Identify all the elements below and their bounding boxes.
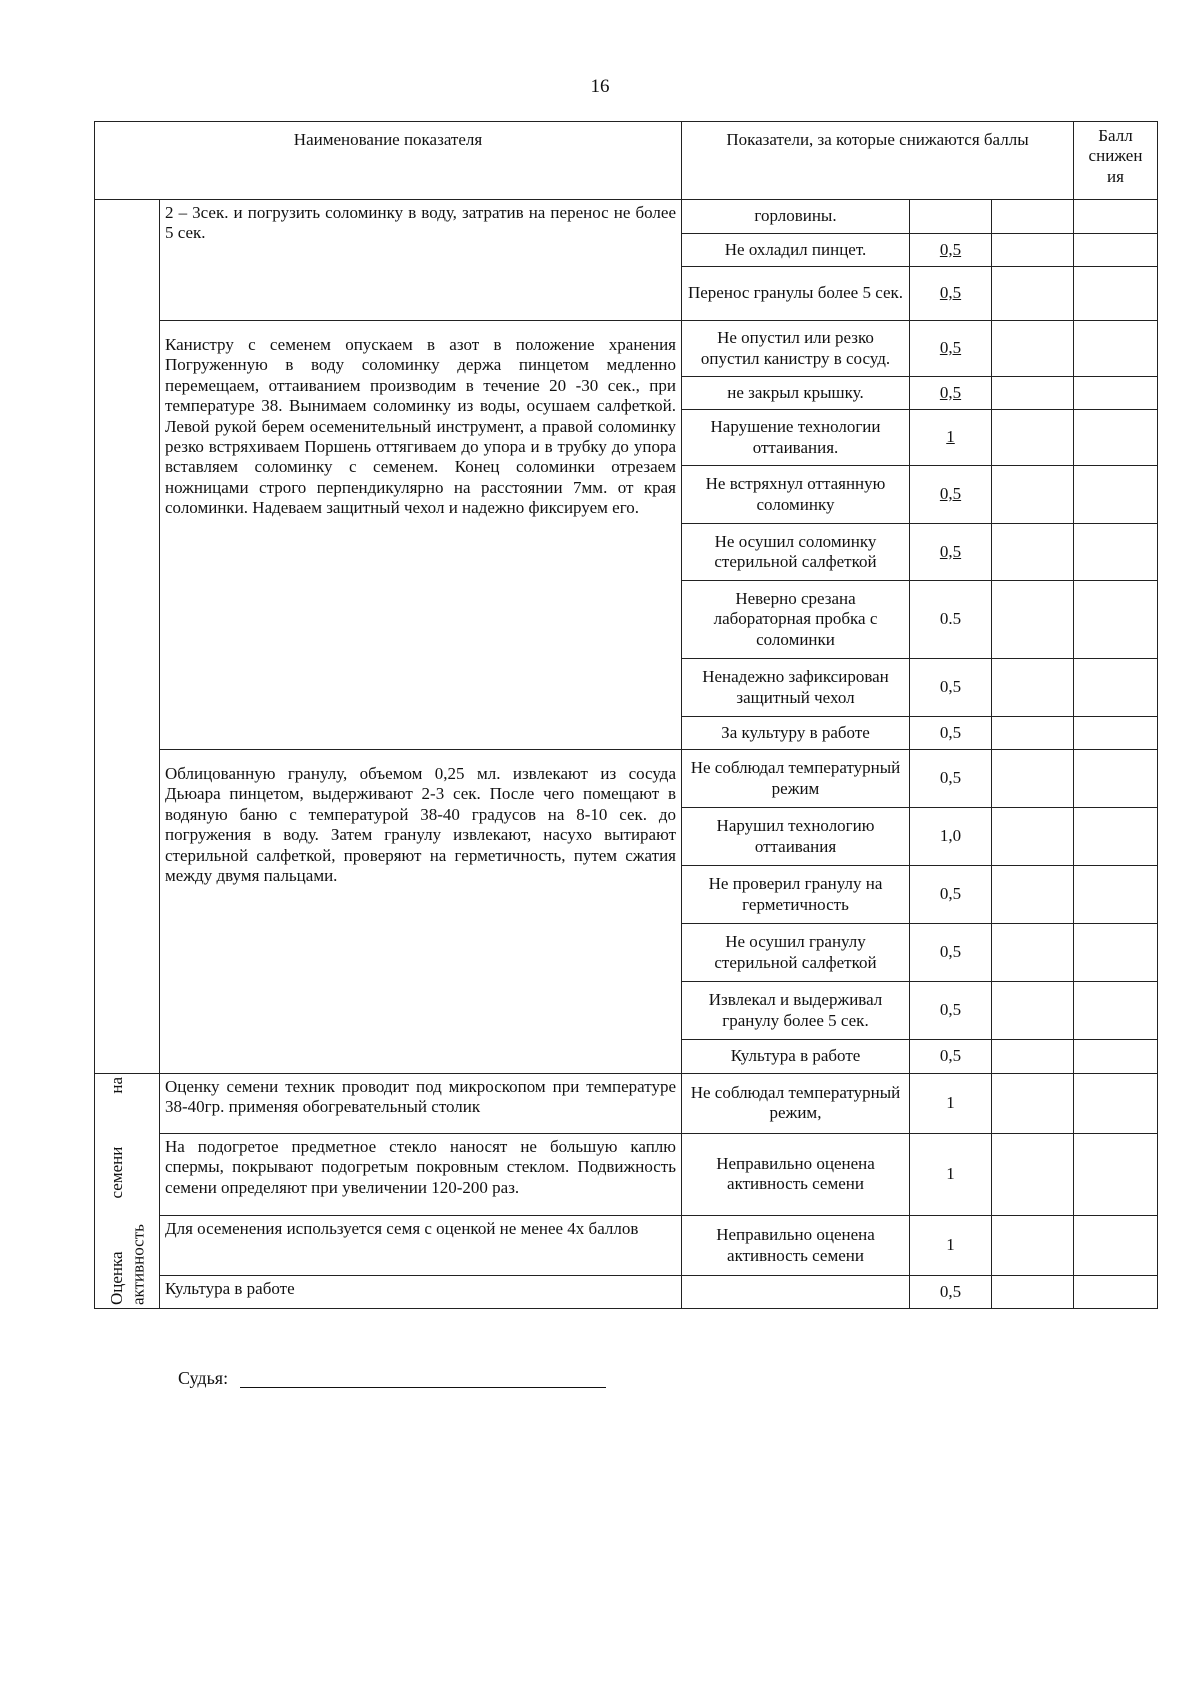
criterion-cell: Не проверил гранулу на герметичность	[682, 866, 910, 924]
blank-cell	[992, 377, 1074, 410]
section-cell-empty	[95, 200, 160, 1074]
criterion-cell: За культуру в работе	[682, 717, 910, 750]
points-value: 1	[946, 427, 955, 447]
table-row	[95, 1275, 1158, 1308]
blank-cell	[1074, 410, 1158, 466]
blank-cell	[1074, 982, 1158, 1040]
points-cell	[910, 267, 992, 321]
points-cell: 0,5	[910, 750, 992, 808]
description-cell: Культура в работе	[160, 1275, 682, 1308]
blank-cell	[1074, 321, 1158, 377]
criterion-cell: Неверно срезана лабораторная пробка с соломинки	[682, 581, 910, 659]
points-cell	[910, 466, 992, 524]
points-value: 0,5	[939, 382, 962, 402]
points-cell: 0,5	[910, 1275, 992, 1308]
blank-cell	[1074, 466, 1158, 524]
blank-cell	[992, 659, 1074, 717]
points-value: 0,5	[939, 541, 962, 561]
criterion-cell: Нарушил технологию оттаивания	[682, 808, 910, 866]
criterion-cell	[682, 1275, 910, 1308]
blank-cell	[992, 750, 1074, 808]
points-cell	[910, 234, 992, 267]
blank-cell	[1074, 267, 1158, 321]
description-cell: На подогретое предметное стекло наносят не большую каплю спермы, покрывают подогретым покровным стеклом. Подвижность семени определяют при увеличении 120-200 раз.	[160, 1133, 682, 1215]
section-label-line1: Оценка семени на	[106, 1077, 126, 1305]
blank-cell	[992, 234, 1074, 267]
blank-cell	[992, 321, 1074, 377]
blank-cell	[992, 924, 1074, 982]
description-cell: Для осеменения используется семя с оценкой не менее 4х баллов	[160, 1216, 682, 1276]
table-row	[95, 200, 1158, 234]
points-cell	[910, 321, 992, 377]
blank-cell	[992, 267, 1074, 321]
blank-cell	[1074, 581, 1158, 659]
blank-cell	[992, 581, 1074, 659]
criterion-cell: Не опустил или резко опустил канистру в сосуд.	[682, 321, 910, 377]
criterion-cell: Культура в работе	[682, 1040, 910, 1074]
points-cell	[910, 377, 992, 410]
blank-cell	[992, 524, 1074, 581]
description-cell: 2 – 3сек. и погрузить соломинку в воду, затратив на перенос не более 5 сек.	[160, 200, 682, 321]
blank-cell	[1074, 377, 1158, 410]
description-cell: Облицованную гранулу, объемом 0,25 мл. извлекают из сосуда Дьюара пинцетом, выдерживают 2-3 сек. После чего помещают в водяную баню с температурой 38-40 градусов на 8-10 сек. до погружения в воду. Затем гранулу извлекают, насухо вытирают стерильной салфеткой, проверяют на герметичность, путем сжатия между двумя пальцами.	[160, 750, 682, 1074]
blank-cell	[992, 1040, 1074, 1074]
description-cell: Канистру с семенем опускаем в азот в положение хранения Погруженную в воду соломинку держа пинцетом медленно перемещаем, оттаиванием производим в течение 20 -30 сек., при температуре 38. Вынимаем соломинку из воды, осушаем салфеткой. Левой рукой берем осеменительный инструмент, а правой соломинку резко встряхиваем Поршень оттягиваем до упора и в трубку до упора вставляем соломинку с семенем. Конец соломинки отрезаем ножницами строго перпендикулярно на расстоянии 7мм. от края соломинки. Надеваем защитный чехол и надежно фиксируем его.	[160, 321, 682, 750]
table-row	[95, 1216, 1158, 1276]
table-row	[95, 750, 1158, 808]
points-cell: 1,0	[910, 808, 992, 866]
description-cell: Оценку семени техник проводит под микроскопом при температуре 38-40гр. применяя обогревательный столик	[160, 1074, 682, 1134]
blank-cell	[1074, 924, 1158, 982]
points-cell: 0,5	[910, 1040, 992, 1074]
criterion-cell: Нарушение технологии оттаивания.	[682, 410, 910, 466]
points-value: 0,5	[939, 484, 962, 504]
blank-cell	[992, 200, 1074, 234]
criterion-cell: Неправильно оценена активность семени	[682, 1216, 910, 1276]
points-cell: 0.5	[910, 581, 992, 659]
judge-signature-line	[240, 1387, 606, 1388]
section-label	[106, 1077, 149, 1305]
criterion-cell: Не встряхнул оттаянную соломинку	[682, 466, 910, 524]
blank-cell	[1074, 200, 1158, 234]
blank-cell	[1074, 866, 1158, 924]
blank-cell	[1074, 1133, 1158, 1215]
criterion-cell: Не осушил соломинку стерильной салфеткой	[682, 524, 910, 581]
blank-cell	[1074, 1040, 1158, 1074]
header-criteria: Показатели, за которые снижаются баллы	[682, 122, 1074, 200]
page-number: 16	[590, 76, 610, 97]
points-cell: 1	[910, 1216, 992, 1276]
points-cell: 0,5	[910, 866, 992, 924]
criterion-cell: Неправильно оценена активность семени	[682, 1133, 910, 1215]
blank-cell	[1074, 750, 1158, 808]
blank-cell	[992, 982, 1074, 1040]
criterion-cell: Не охладил пинцет.	[682, 234, 910, 267]
points-cell	[910, 200, 992, 234]
blank-cell	[1074, 524, 1158, 581]
section-label-cell	[95, 1074, 160, 1309]
blank-cell	[992, 410, 1074, 466]
header-name: Наименование показателя	[95, 122, 682, 200]
criterion-cell: Не соблюдал температурный режим,	[682, 1074, 910, 1134]
points-cell	[910, 410, 992, 466]
section-label-line2: активность	[128, 1224, 147, 1305]
blank-cell	[992, 1074, 1074, 1134]
points-cell: 0,5	[910, 982, 992, 1040]
criterion-cell: Не осушил гранулу стерильной салфеткой	[682, 924, 910, 982]
points-value: 0,5	[939, 283, 962, 303]
header-score: Балл снижен ия	[1074, 122, 1158, 200]
criterion-cell: Ненадежно зафиксирован защитный чехол	[682, 659, 910, 717]
points-cell	[910, 524, 992, 581]
table-row	[95, 321, 1158, 377]
blank-cell	[992, 1216, 1074, 1276]
blank-cell	[1074, 717, 1158, 750]
points-value: 0,5	[939, 239, 962, 259]
blank-cell	[1074, 659, 1158, 717]
blank-cell	[1074, 1275, 1158, 1308]
blank-cell	[1074, 1216, 1158, 1276]
criterion-cell: горловины.	[682, 200, 910, 234]
points-cell: 1	[910, 1074, 992, 1134]
blank-cell	[992, 466, 1074, 524]
table-row	[95, 1133, 1158, 1215]
evaluation-table	[94, 121, 1158, 1309]
blank-cell	[992, 1275, 1074, 1308]
blank-cell	[992, 808, 1074, 866]
points-value: 0,5	[939, 338, 962, 358]
blank-cell	[1074, 234, 1158, 267]
criterion-cell: не закрыл крышку.	[682, 377, 910, 410]
points-cell: 0,5	[910, 717, 992, 750]
points-cell: 0,5	[910, 924, 992, 982]
blank-cell	[1074, 1074, 1158, 1134]
blank-cell	[992, 717, 1074, 750]
judge-label: Судья:	[178, 1368, 229, 1388]
blank-cell	[992, 1133, 1074, 1215]
criterion-cell: Перенос гранулы более 5 сек.	[682, 267, 910, 321]
criterion-cell: Извлекал и выдерживал гранулу более 5 сек.	[682, 982, 910, 1040]
criterion-cell: Не соблюдал температурный режим	[682, 750, 910, 808]
blank-cell	[992, 866, 1074, 924]
blank-cell	[1074, 808, 1158, 866]
points-cell: 0,5	[910, 659, 992, 717]
points-cell: 1	[910, 1133, 992, 1215]
table-row	[95, 1074, 1158, 1134]
